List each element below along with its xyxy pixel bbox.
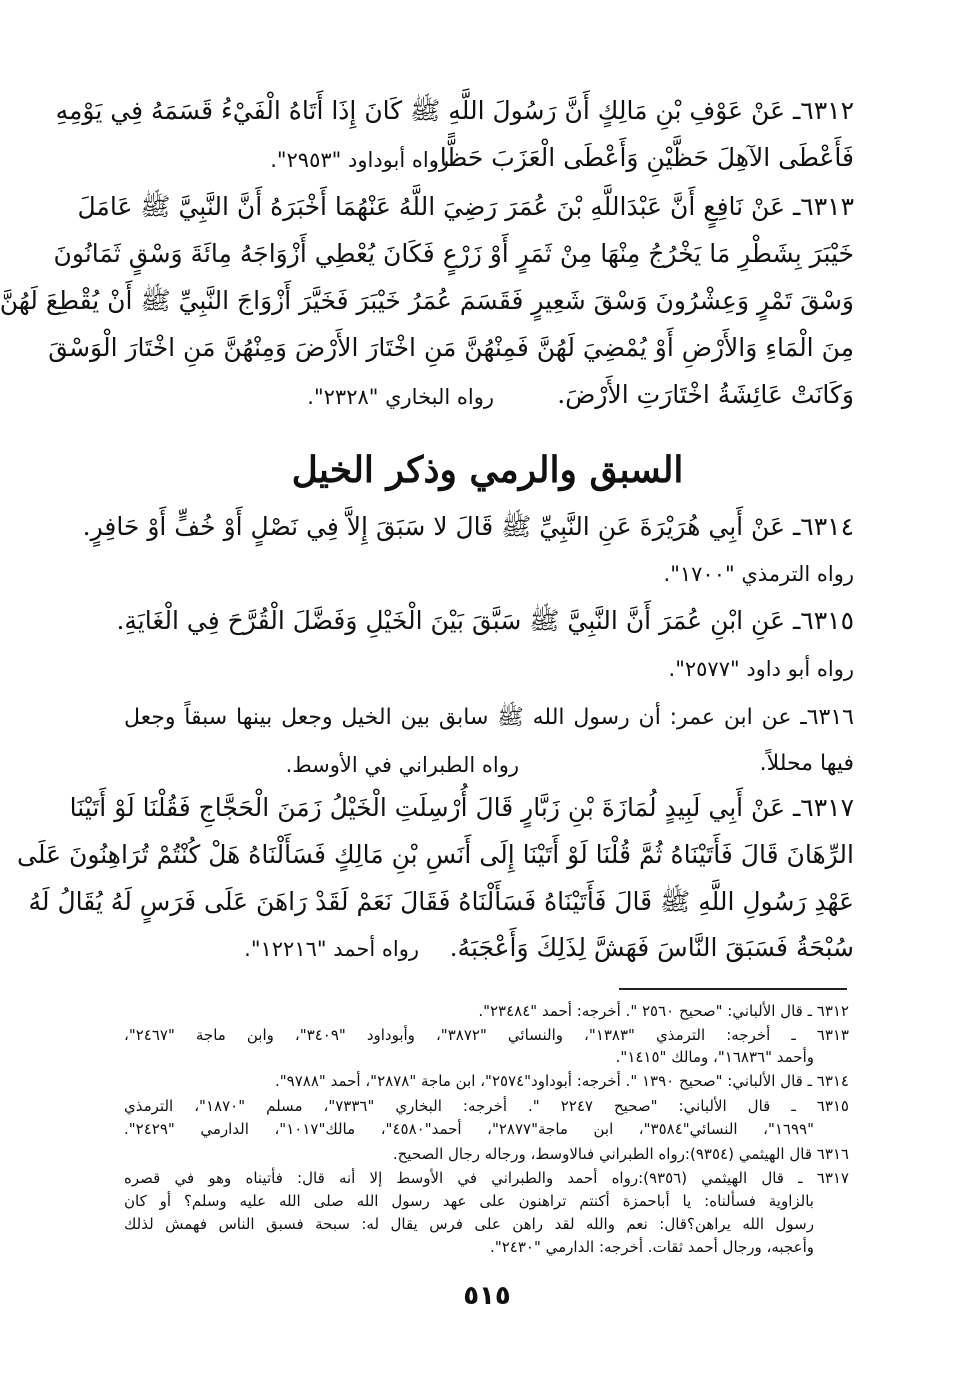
footnote-6316: ٦٣١٦ قال الهيثمي (٩٣٥٤):رواه الطبراني فىالاوسط، ورجاله رجال الصحيح. (392, 1145, 849, 1163)
hadith-6312-source: رواه أبوداود "٢٩٥٣". (270, 148, 449, 172)
footnote-6315-line-2: "١٦٩٩"، النسائي"٣٥٨٤"، ابن ماجة"٢٨٧٧"، أحمد"٤٥٨٠"، مالك"١٠١٧"، الدارمي "٢٤٢٩". (124, 1120, 814, 1138)
hadith-6317-line-2: الرِّهَانَ قَالَ فَأَتَيْنَاهُ ثُمَّ قُلْنَا لَوْ أَتَيْنَا إِلَى أَنَسِ بْنِ مَالِكٍ فَسَأَلْنَاهُ هَلْ كُنْتُمْ تُرَاهِنُونَ عَلَى (17, 840, 854, 869)
hadith-6313-line-4: مِنَ الْمَاءِ وَالأَرْضِ أَوْ يُمْضِيَ لَهُنَّ فَمِنْهُنَّ مَنِ اخْتَارَ الأَرْضَ وَمِنْهُنَّ مَنِ اخْتَارَ الْوَسْقَ (48, 333, 854, 362)
hadith-6314-line-1: ٦٣١٤ـ عَنْ أَبِي هُرَيْرَةَ عَنِ النَّبِيِّ ﷺ قَالَ لا سَبَقَ إِلاَّ فِي نَصْلٍ أَوْ خُفٍّ أَوْ حَافِرٍ. (82, 512, 854, 541)
hadith-6317-line-1: ٦٣١٧ـ عَنْ أَبِي لَبِيدٍ لُمَازَةَ بْنِ زَبَّارٍ قَالَ أُرْسِلَتِ الْخَيْلُ زَمَنَ الْحَجَّاجِ فَقُلْنَا لَوْ أَتَيْنَا (69, 793, 854, 822)
hadith-6313-source: رواه البخاري "٢٣٢٨". (307, 385, 494, 409)
footnote-separator (619, 988, 847, 990)
hadith-6315-line-1: ٦٣١٥ـ عَنِ ابْنِ عُمَرَ أَنَّ النَّبِيَّ ﷺ سَبَّقَ بَيْنَ الْخَيْلِ وَفَضَّلَ الْقُرَّحَ فِي الْغَايَةِ. (116, 606, 854, 635)
hadith-6312-line-2: فَأَعْطَى الآهِلَ حَظَّيْنِ وَأَعْطَى الْعَزَبَ حَظًّا. (431, 143, 854, 172)
footnote-6317-line-2: بالزاوية فسألناه: يا أباحمزة أكنتم تراهنون على عهد رسول الله صلى الله عليه وسلم؟ أو كان (124, 1192, 814, 1210)
hadith-6313-line-5: وَكَانَتْ عَائِشَةُ اخْتَارَتِ الأَرْضَ. (557, 380, 854, 409)
footnote-6312: ٦٣١٢ ـ قال الألباني: "صحيح ٢٥٦٠ ". أخرجه: أحمد "٢٣٤٨٤". (478, 1002, 849, 1020)
footnote-6315-line-1: ٦٣١٥ ـ قال الألباني: "صحيح ٢٢٤٧ ". أخرجه: البخاري "٧٣٣٦"، مسلم "١٨٧٠"، الترمذي (124, 1097, 849, 1115)
hadith-6313-line-3: وَسْقَ تَمْرٍ وَعِشْرُونَ وَسْقَ شَعِيرٍ فَقَسَمَ عُمَرُ خَيْبَرَ فَخَيَّرَ أَزْوَاجَ النَّبِيِّ ﷺ أَنْ يُقْطِعَ لَهُنَّ (0, 286, 854, 315)
hadith-6316-source: رواه الطبراني في الأوسط. (285, 753, 519, 777)
section-heading: السبق والرمي وذكر الخيل (291, 449, 684, 491)
hadith-6314-source: رواه الترمذي "١٧٠٠". (663, 562, 854, 586)
page-number: ٥١٥ (463, 1281, 511, 1311)
footnote-6317-line-1: ٦٣١٧ ـ قال الهيثمي (٩٣٥٦):رواه أحمد والطبراني في الأوسط إلا أنه قال: فأتيناه وهو في قصره (124, 1169, 849, 1187)
hadith-6312-line-1: ٦٣١٢ـ عَنْ عَوْفِ بْنِ مَالِكٍ أَنَّ رَسُولَ اللَّهِ ﷺ كَانَ إِذَا أَتَاهُ الْفَيْءُ قَسَمَهُ فِي يَوْمِهِ (55, 96, 854, 125)
hadith-6317-line-3: عَهْدِ رَسُولِ اللَّهِ ﷺ قَالَ فَأَتَيْنَاهُ فَسَأَلْنَاهُ فَقَالَ نَعَمْ لَقَدْ رَاهَنَ عَلَى فَرَسٍ لَهُ يُقَالُ لَهُ (28, 887, 854, 916)
hadith-6313-line-1: ٦٣١٣ـ عَنْ نَافِعٍ أَنَّ عَبْدَاللَّهِ بْنَ عُمَرَ رَضِيَ اللَّهُ عَنْهُمَا أَخْبَرَهُ أَنَّ النَّبِيَّ ﷺ عَامَلَ (77, 192, 854, 221)
hadith-6317-source: رواه أحمد "١٢٢١٦". (244, 937, 419, 961)
footnote-6313-line-2: وأحمد "١٦٨٣٦"، ومالك "١٤١٥". (615, 1048, 814, 1066)
footnote-6313-line-1: ٦٣١٣ ـ أخرجه: الترمذي "١٣٨٣"، والنسائي "٣٨٧٢"، وأبوداود "٣٤٠٩"، وابن ماجة "٢٤٦٧"، (124, 1026, 849, 1044)
footnote-6317-line-3: رسول الله يراهن؟قال: نعم والله لقد راهن على فرس يقال له: سبحة فسبق الناس فهمش لذلك (124, 1215, 814, 1233)
hadith-6313-line-2: خَيْبَرَ بِشَطْرِ مَا يَخْرُجُ مِنْهَا مِنْ ثَمَرٍ أَوْ زَرْعٍ فَكَانَ يُعْطِي أَزْوَاجَهُ مِائَةَ وَسْقٍ ثَمَانُونَ (53, 239, 854, 268)
footnote-6314: ٦٣١٤ ـ قال الألباني: "صحيح ١٣٩٠ ". أخرجه: أبوداود"٢٥٧٤"، ابن ماجة "٢٨٧٨"، أحمد "٩٧٨٨". (275, 1072, 849, 1090)
hadith-6317-line-4: سُبْحَةُ فَسَبَقَ النَّاسَ فَهَشَّ لِذَلِكَ وَأَعْجَبَهُ. (449, 933, 854, 962)
hadith-6316-line-1: ٦٣١٦ـ عن ابن عمر: أن رسول الله ﷺ سابق بين الخيل وجعل بينها سبقاً وجعل (124, 705, 854, 730)
footnote-6317-line-4: وأعجبه، ورجال أحمد ثقات. أخرجه: الدارمي "٢٤٣٠". (490, 1238, 814, 1256)
hadith-6315-source: رواه أبو داود "٢٥٧٧". (668, 657, 854, 681)
hadith-6316-line-2: فيها محللاً. (759, 751, 854, 776)
